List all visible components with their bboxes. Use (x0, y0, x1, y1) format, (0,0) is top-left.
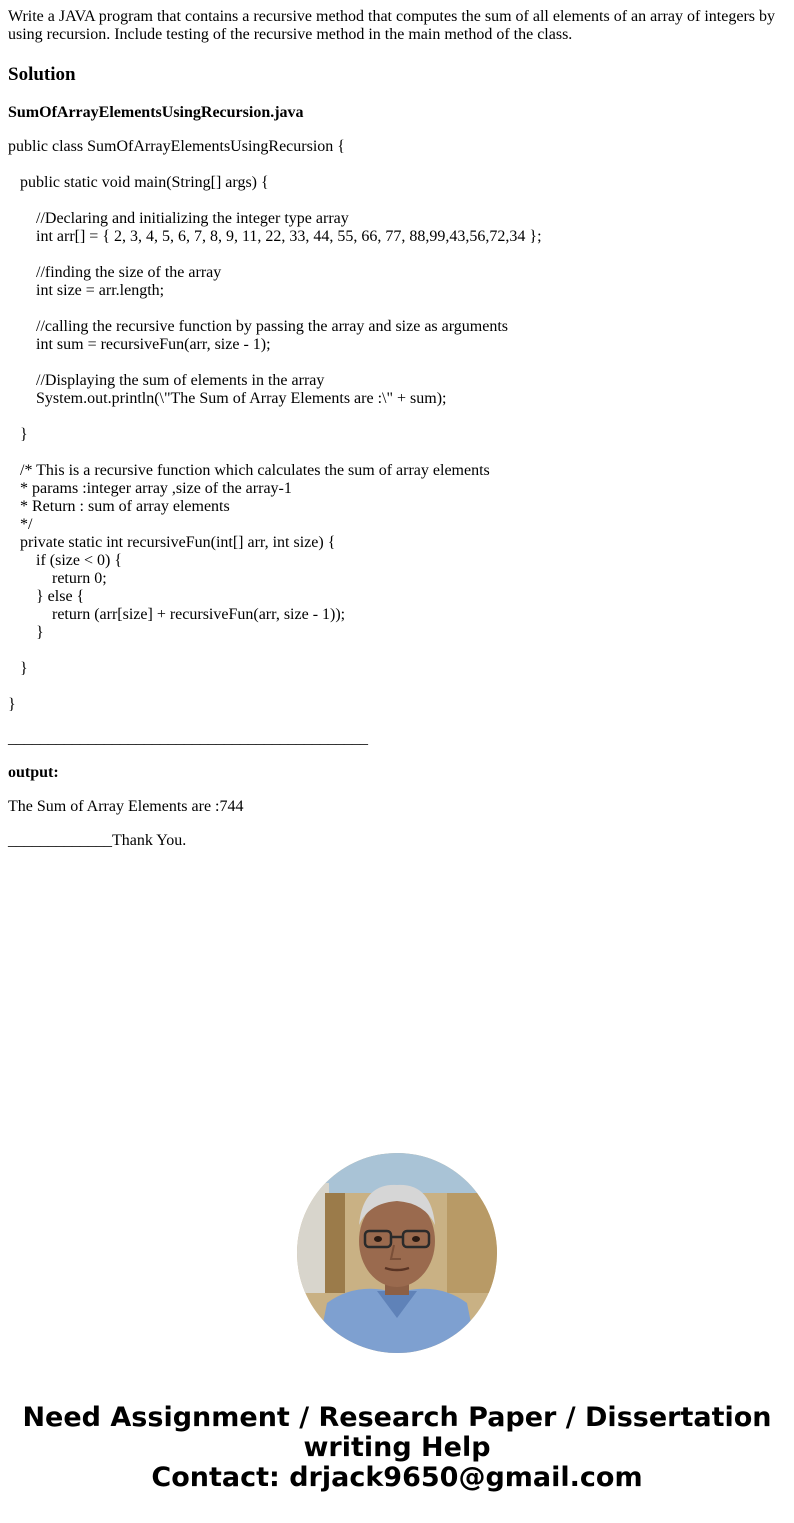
thank-you-text: _____________Thank You. (8, 832, 187, 849)
code-line (8, 642, 786, 660)
promo-line-1: Need Assignment / Research Paper / Dissertation (22, 1402, 772, 1433)
code-line: */ (8, 516, 33, 533)
code-line: //Declaring and initializing the integer type array (8, 210, 349, 227)
promo-line-2: writing Help (303, 1432, 491, 1463)
code-line: public static void main(String[] args) { (8, 174, 269, 191)
code-line (8, 408, 786, 426)
solution-heading: Solution (8, 64, 76, 85)
code-line: int arr[] = { 2, 3, 4, 5, 6, 7, 8, 9, 11, 22, 33, 44, 55, 66, 77, 88,99,43,56,72,34 }; (8, 228, 542, 245)
file-name: SumOfArrayElementsUsingRecursion.java (8, 104, 304, 121)
code-line: return (arr[size] + recursiveFun(arr, size - 1)); (8, 606, 346, 623)
code-line: return 0; (8, 570, 107, 587)
output-text: The Sum of Array Elements are :744 (8, 798, 244, 815)
code-line (8, 192, 786, 210)
code-line (8, 300, 786, 318)
code-line: int sum = recursiveFun(arr, size - 1); (8, 336, 271, 353)
code-line: } else { (8, 588, 85, 605)
promo-banner (0, 1403, 794, 1493)
code-line (8, 246, 786, 264)
code-line: //Displaying the sum of elements in the array (8, 372, 325, 389)
code-line: int size = arr.length; (8, 282, 165, 299)
code-line: /* This is a recursive function which calculates the sum of array elements (8, 462, 490, 479)
code-line: * params :integer array ,size of the array-1 (8, 480, 292, 497)
divider-line: _____________________________________________ (8, 730, 368, 747)
code-line: public class SumOfArrayElementsUsingRecursion { (8, 138, 345, 155)
code-line: if (size < 0) { (8, 552, 123, 569)
code-line: } (8, 624, 44, 641)
code-line (8, 156, 786, 174)
document-content (8, 0, 786, 850)
code-line (8, 354, 786, 372)
code-block (8, 138, 786, 714)
code-line: //finding the size of the array (8, 264, 222, 281)
code-line: private static int recursiveFun(int[] arr, int size) { (8, 534, 336, 551)
author-photo (297, 1153, 497, 1353)
code-line: //calling the recursive function by passing the array and size as arguments (8, 318, 508, 335)
output-label: output: (8, 764, 59, 781)
promo-contact: Contact: drjack9650@gmail.com (151, 1462, 643, 1493)
question-text: Write a JAVA program that contains a recursive method that computes the sum of all elements of an array of integers by using recursion. Include testing of the recursive method in the main method of the class. (8, 8, 775, 43)
code-line (8, 444, 786, 462)
code-line: } (8, 426, 28, 443)
code-line (8, 678, 786, 696)
code-line: System.out.println(\"The Sum of Array Elements are :\" + sum); (8, 390, 447, 407)
code-line: * Return : sum of array elements (8, 498, 230, 515)
code-line: } (8, 660, 28, 677)
code-line: } (8, 696, 16, 713)
